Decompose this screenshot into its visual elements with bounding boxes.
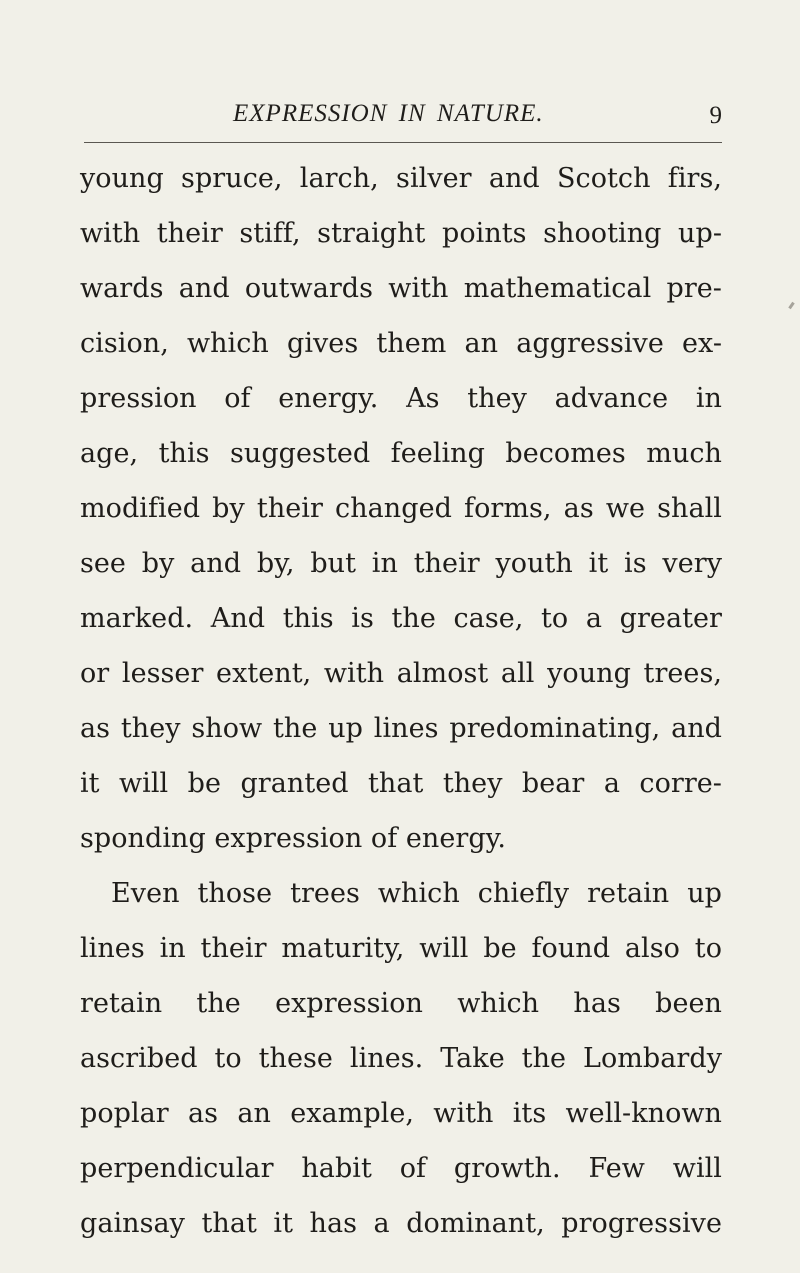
text-line: see by and by, but in their youth it is very xyxy=(80,548,722,579)
text-line: wards and outwards with mathematical pre- xyxy=(80,273,722,304)
text-line: young spruce, larch, silver and Scotch firs, xyxy=(80,163,722,194)
text-line: pression of energy. As they advance in xyxy=(80,383,722,414)
page-header xyxy=(80,98,722,138)
text-line: age, this suggested feeling becomes much xyxy=(80,438,722,469)
text-line: or lesser extent, with almost all young trees, xyxy=(80,658,722,689)
text-line: as they show the up lines predominating, and xyxy=(80,713,722,744)
text-line: retain the expression which has been xyxy=(80,988,722,1019)
margin-mark xyxy=(788,302,794,309)
text-line: cision, which gives them an aggressive ex- xyxy=(80,328,722,359)
text-line: modified by their changed forms, as we shall xyxy=(80,493,722,524)
body-text xyxy=(80,151,722,1251)
text-line: marked. And this is the case, to a greater xyxy=(80,603,722,634)
header-rule xyxy=(84,142,722,143)
text-line: poplar as an example, with its well-known xyxy=(80,1098,722,1129)
text-line: it will be granted that they bear a corre- xyxy=(80,768,722,799)
text-line-paragraph-start: Even those trees which chiefly retain up xyxy=(111,878,722,909)
text-line: perpendicular habit of growth. Few will xyxy=(80,1153,722,1184)
text-line: lines in their maturity, will be found also to xyxy=(80,933,722,964)
text-line: gainsay that it has a dominant, progressive xyxy=(80,1208,722,1239)
running-head: EXPRESSION IN NATURE. xyxy=(233,100,544,127)
text-line-paragraph-end: sponding expression of energy. xyxy=(80,823,507,854)
text-line: with their stiff, straight points shooting up- xyxy=(80,218,722,249)
text-line: ascribed to these lines. Take the Lombardy xyxy=(80,1043,722,1074)
page-number: 9 xyxy=(709,102,722,129)
